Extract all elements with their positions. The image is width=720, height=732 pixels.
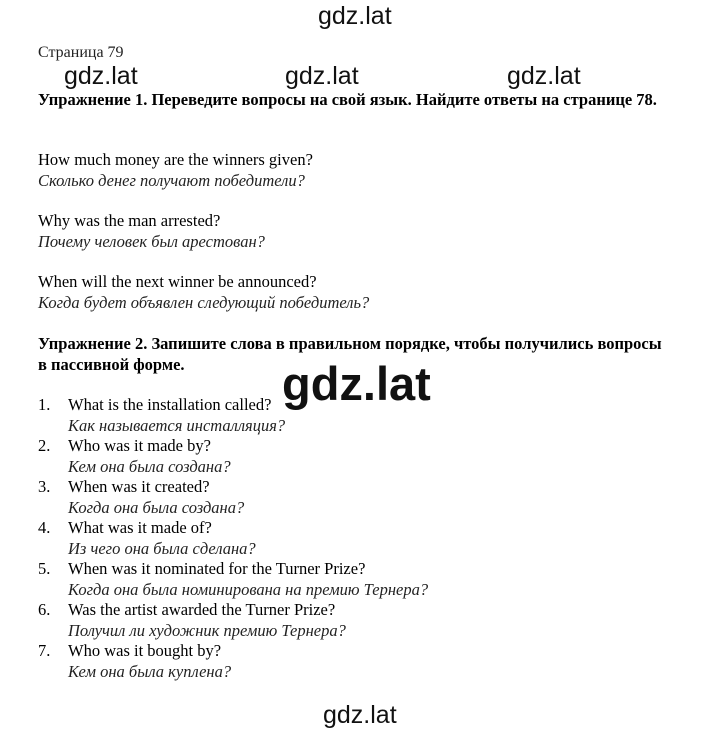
question-english: Was the artist awarded the Turner Prize?	[68, 600, 336, 619]
list-item	[38, 600, 428, 641]
question-english: What was it made of?	[68, 518, 212, 537]
question-translation: Получил ли художник премию Тернера?	[68, 620, 346, 640]
question-english: Who was it made by?	[68, 436, 211, 455]
item-number: 3.	[38, 477, 51, 496]
item-number: 5.	[38, 559, 51, 578]
question-translation: Кем она была куплена?	[68, 661, 232, 681]
exercise-1-question-2	[38, 210, 265, 252]
question-translation: Кем она была создана?	[68, 456, 231, 476]
item-number: 4.	[38, 518, 51, 537]
list-item	[38, 436, 428, 477]
question-translation: Когда она была номинирована на премию Тернера?	[68, 579, 429, 599]
question-translation: Почему человек был арестован?	[38, 232, 265, 251]
exercise-1-question-1	[38, 149, 313, 191]
watermark-top: gdz.lat	[318, 2, 392, 30]
question-english: When was it nominated for the Turner Prize?	[68, 559, 366, 578]
watermark-row-left: gdz.lat	[64, 62, 138, 90]
item-number: 2.	[38, 436, 51, 455]
question-english: How much money are the winners given?	[38, 150, 313, 169]
list-item	[38, 477, 428, 518]
item-number: 1.	[38, 395, 51, 414]
watermark-bottom: gdz.lat	[323, 701, 397, 729]
question-english: When was it created?	[68, 477, 210, 496]
item-number: 6.	[38, 600, 51, 619]
question-english: When will the next winner be announced?	[38, 272, 317, 291]
list-item	[38, 518, 428, 559]
question-translation: Сколько денег получают победители?	[38, 171, 305, 190]
exercise-2-heading: Упражнение 2. Запишите слова в правильном порядке, чтобы получились вопросы в пассивной форме.	[38, 334, 662, 374]
question-english: Why was the man arrested?	[38, 211, 221, 230]
item-number: 7.	[38, 641, 51, 660]
question-translation: Как называется инсталляция?	[68, 415, 286, 435]
question-translation: Из чего она была сделана?	[68, 538, 256, 558]
question-translation: Когда будет объявлен следующий победитель?	[38, 293, 370, 312]
question-english: Who was it bought by?	[68, 641, 222, 660]
list-item	[38, 559, 428, 600]
question-translation: Когда она была создана?	[68, 497, 245, 517]
watermark-row-right: gdz.lat	[507, 62, 581, 90]
page-number-label: Страница 79	[38, 44, 124, 61]
exercise-1-heading: Упражнение 1. Переведите вопросы на свой язык. Найдите ответы на странице 78.	[38, 90, 657, 109]
list-item	[38, 641, 428, 682]
exercise-1-question-3	[38, 271, 369, 313]
exercise-2-list	[38, 395, 428, 682]
watermark-row-center: gdz.lat	[285, 62, 359, 90]
watermark-center-large: gdz.lat	[282, 357, 431, 410]
question-english: What is the installation called?	[68, 395, 272, 414]
